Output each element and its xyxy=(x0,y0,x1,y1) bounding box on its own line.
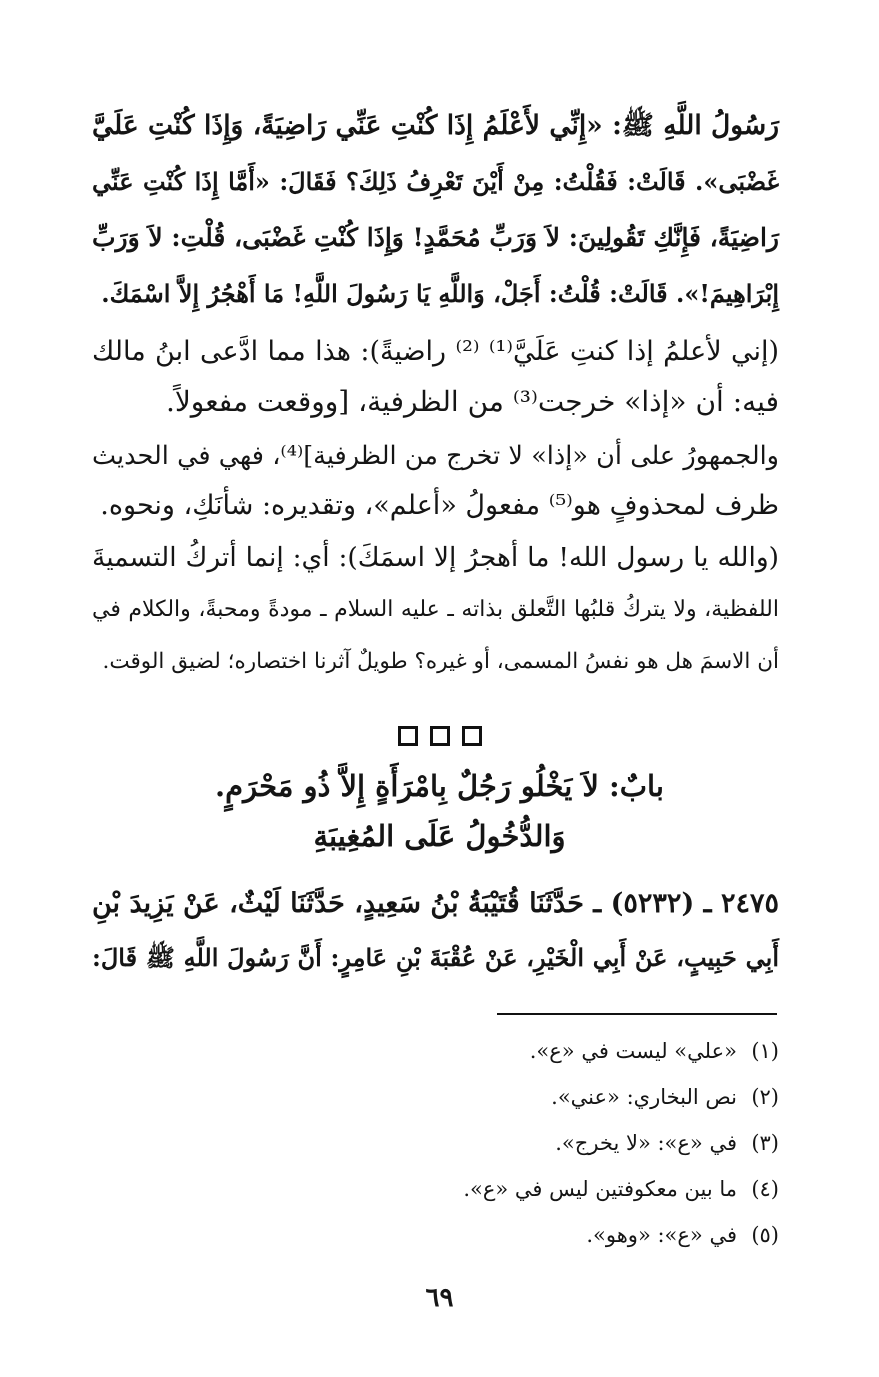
footnote-number: (٣) xyxy=(751,1131,779,1155)
commentary-line: (إني لأعلمُ إذا كنتِ عَلَيَّ⁽¹⁾ ⁽²⁾ راضيةً): هذا مما ادَّعى ابنُ مالك xyxy=(92,336,779,367)
square-ornament-icon xyxy=(398,726,418,746)
footnote-text: في «ع»: «وهو». xyxy=(586,1223,737,1247)
footnote-number: (٢) xyxy=(751,1085,779,1109)
commentary-line: اللفظية، ولا يتركُ قلبُها التَّعلق بذاته ـ عليه السلام ـ مودةً ومحبةً، والكلام في xyxy=(92,597,779,622)
square-ornament-icon xyxy=(462,726,482,746)
footnote xyxy=(300,1082,779,1112)
footnote-text: «علي» ليست في «ع». xyxy=(529,1039,737,1063)
footnote-text: في «ع»: «لا يخرج». xyxy=(555,1131,737,1155)
commentary-line: والجمهورُ على أن «إذا» لا تخرج من الظرفية]⁽⁴⁾، فهي في الحديث xyxy=(92,441,779,471)
chapter-heading: بابٌ: لاَ يَخْلُو رَجُلٌ بِامْرَأَةٍ إِلاَّ ذُو مَحْرَمٍ. xyxy=(215,769,664,803)
commentary-line: ظرف لمحذوفٍ هو⁽⁵⁾ مفعولُ «أعلم»، وتقديره: شأنَكِ، ونحوه. xyxy=(100,490,779,521)
footnote-number: (٤) xyxy=(751,1177,779,1201)
body-line: رَاضِيَةً، فَإِنَّكِ تَقُولِينَ: لاَ وَرَبِّ مُحَمَّدٍ! وَإِذَا كُنْتِ غَضْبَى، قُلْتِ: لاَ وَرَبِّ xyxy=(92,223,779,252)
footnote-number: (٥) xyxy=(751,1223,779,1247)
body-line: رَسُولُ اللَّهِ ﷺ: «إِنِّي لأَعْلَمُ إِذَا كُنْتِ عَنِّي رَاضِيَةً، وَإِذَا كُنْتِ عَلَيَّ xyxy=(92,110,779,141)
commentary-line: فيه: أن «إذا» خرجت⁽³⁾ من الظرفية، [ووقعت مفعولاً. xyxy=(165,385,779,418)
footnote xyxy=(300,1174,779,1204)
footnote xyxy=(300,1128,779,1158)
square-ornament-icon xyxy=(430,726,450,746)
hadith-line: أَبِي حَبِيبٍ، عَنْ أَبِي الْخَيْرِ، عَنْ عُقْبَةَ بْنِ عَامِرٍ: أَنَّ رَسُولَ اللَّهِ ﷺ قَالَ: xyxy=(92,943,779,972)
body-line: غَضْبَى». قَالَتْ: فَقُلْتُ: مِنْ أَيْنَ تَعْرِفُ ذَلِكَ؟ فَقَالَ: «أَمَّا إِذَا كُنْتِ عَنِّي xyxy=(92,167,779,196)
footnote xyxy=(300,1036,779,1066)
body-line: إِبْرَاهِيمَ!». قَالَتْ: قُلْتُ: أَجَلْ، وَاللَّهِ يَا رَسُولَ اللَّهِ! مَا أَهْجُرُ إِلاَّ اسْمَكَ. xyxy=(101,279,779,308)
commentary-line: (والله يا رسول الله! ما أهجرُ إلا اسمَكَ): أي: إنما أتركُ التسميةَ xyxy=(92,542,779,573)
commentary-line: أن الاسمَ هل هو نفسُ المسمى، أو غيره؟ طويلٌ آثرنا اختصاره؛ لضيق الوقت. xyxy=(102,649,779,674)
footnote-number: (١) xyxy=(751,1039,779,1063)
chapter-subheading: وَالدُّخُولُ عَلَى المُغِيبَةِ xyxy=(313,819,566,853)
footnote-divider xyxy=(497,1013,777,1015)
footnote-text: نص البخاري: «عني». xyxy=(551,1085,737,1109)
section-separator xyxy=(0,726,879,746)
footnote xyxy=(300,1220,779,1250)
footnote-text: ما بين معكوفتين ليس في «ع». xyxy=(463,1177,737,1201)
hadith-line: ٢٤٧٥ ـ (٥٢٣٢) ـ حَدَّثَنَا قُتَيْبَةُ بْنُ سَعِيدٍ، حَدَّثَنَا لَيْثٌ، عَنْ يَزِيدَ بْنِ xyxy=(92,888,779,919)
page-number: ٦٩ xyxy=(425,1283,454,1313)
